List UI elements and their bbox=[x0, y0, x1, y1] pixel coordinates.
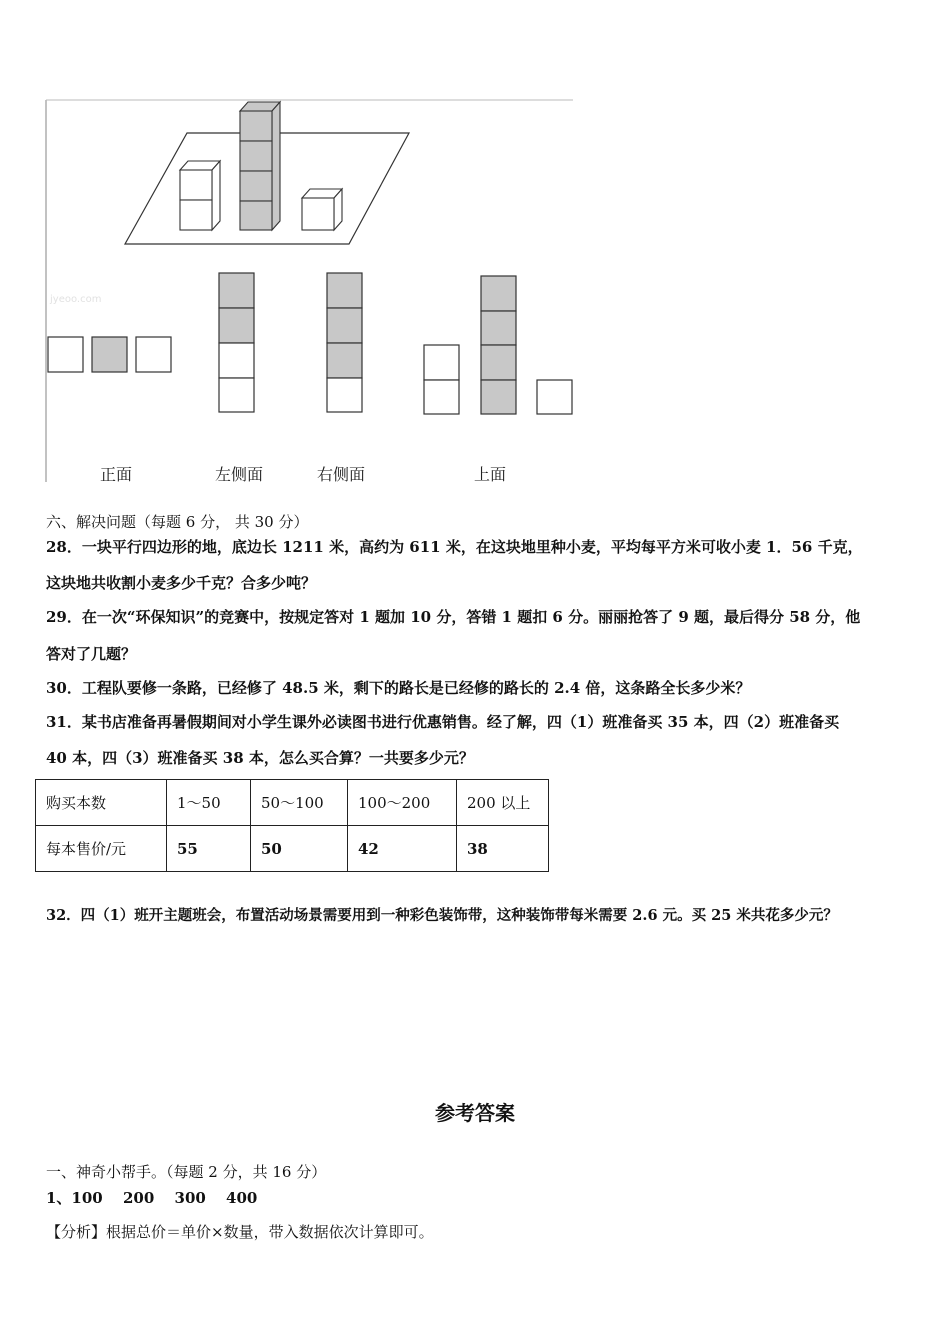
table-cell: 100～200 bbox=[348, 780, 457, 826]
top-view bbox=[424, 276, 572, 414]
label-front-view: 正面 bbox=[100, 465, 133, 484]
answer-title: 参考答案 bbox=[435, 1101, 515, 1125]
table-cell: 50～100 bbox=[251, 780, 348, 826]
table-cell: 42 bbox=[348, 826, 457, 872]
label-top-view: 上面 bbox=[474, 465, 507, 484]
label-right-side-view: 右侧面 bbox=[317, 465, 366, 484]
question-28-line2: 这块地共收割小麦多少千克？合多少吨？ bbox=[46, 574, 317, 592]
question-31-line2: 40 本，四（3）班准备买 38 本，怎么买合算？一共要多少元？ bbox=[46, 749, 474, 767]
table-cell: 50 bbox=[251, 826, 348, 872]
table-cell: 每本售价/元 bbox=[36, 826, 167, 872]
table-cell: 38 bbox=[457, 826, 549, 872]
cube-figure-drawing bbox=[0, 0, 950, 500]
answer-1-analysis: 【分析】根据总价＝单价×数量，带入数据依次计算即可。 bbox=[46, 1223, 434, 1241]
price-table bbox=[35, 779, 549, 872]
answer-section1-heading: 一、神奇小帮手。（每题 2 分，共 16 分） bbox=[46, 1163, 327, 1181]
table-cell: 购买本数 bbox=[36, 780, 167, 826]
table-row bbox=[36, 780, 549, 826]
question-32: 32．四（1）班开主题班会，布置活动场景需要用到一种彩色装饰带，这种装饰带每米需要 2.6 元。买 25 米共花多少元？ bbox=[46, 907, 838, 924]
watermark: jyeoo.com bbox=[50, 294, 102, 305]
left-side-view bbox=[219, 273, 254, 412]
table-cell: 55 bbox=[167, 826, 251, 872]
right-side-view bbox=[327, 273, 362, 412]
question-30: 30．工程队要修一条路，已经修了 48.5 米，剩下的路长是已经修的路长的 2.4 倍，这条路全长多少米？ bbox=[46, 679, 751, 697]
table-row bbox=[36, 826, 549, 872]
table-cell: 1～50 bbox=[167, 780, 251, 826]
section6-heading: 六、解决问题（每题 6 分， 共 30 分） bbox=[46, 513, 309, 531]
answer-1: 1、100 200 300 400 bbox=[46, 1189, 258, 1207]
table-cell: 200 以上 bbox=[457, 780, 549, 826]
left-cube-stack bbox=[180, 161, 220, 230]
right-cube-single bbox=[302, 189, 342, 230]
cube-views-figure bbox=[0, 0, 950, 500]
question-28-line1: 28．一块平行四边形的地，底边长 1211 米，高约为 611 米，在这块地里种小麦，平均每平方米可收小麦 1．56 千克， bbox=[46, 538, 863, 556]
question-29-line2: 答对了几题？ bbox=[46, 645, 137, 663]
tall-cube-stack bbox=[240, 102, 280, 230]
front-view bbox=[48, 337, 171, 372]
question-29-line1: 29．在一次“环保知识”的竞赛中，按规定答对 1 题加 10 分，答错 1 题扣 6 分。丽丽抢答了 9 题，最后得分 58 分，他 bbox=[46, 608, 861, 626]
question-31-line1: 31．某书店准备再暑假期间对小学生课外必读图书进行优惠销售。经了解，四（1）班准备买 35 本，四（2）班准备买 bbox=[46, 713, 840, 731]
label-left-side-view: 左侧面 bbox=[215, 465, 264, 484]
